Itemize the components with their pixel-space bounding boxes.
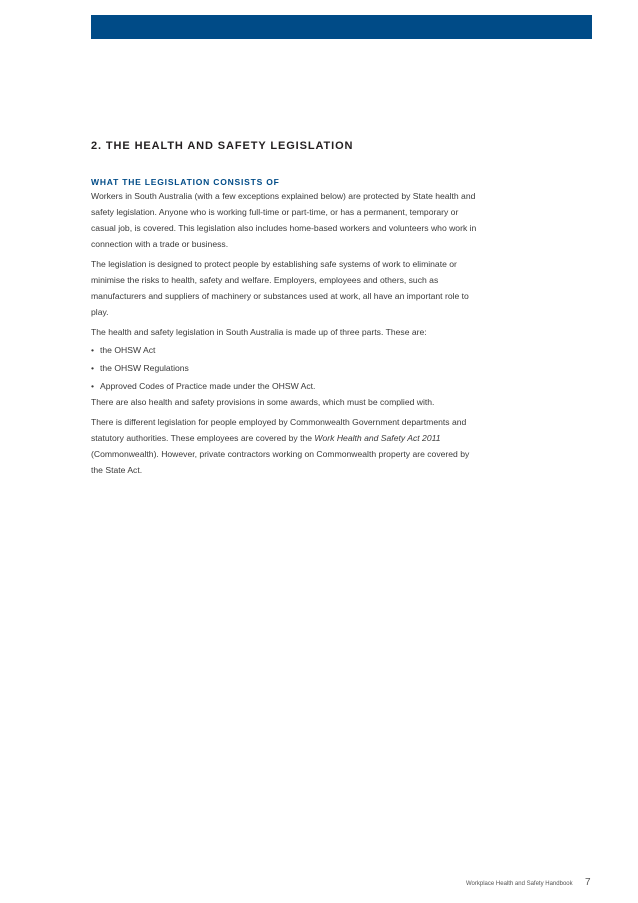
section-title: 2. THE HEALTH AND SAFETY LEGISLATION [91,140,354,152]
footer-title: Workplace Health and Safety Handbook [466,881,573,887]
bullet-icon: • [91,345,95,355]
list-item: • the OHSW Regulations [91,360,483,376]
paragraph-1: Workers in South Australia (with a few exceptions explained below) are protected by State health and safety legislation. Anyone who is working full-time or part-time, or has a permanent, temporary or casual job, is covered. This legislation also includes home-based workers and volunteers who work in connection with a trade or business. [91,191,477,249]
bullet-icon: • [91,363,95,373]
list-item: • Approved Codes of Practice made under the OHSW Act. [91,378,483,394]
paragraph-3: The health and safety legislation in South Australia is made up of three parts. These are: [91,327,427,337]
list-item: • the OHSW Act [91,342,483,358]
subheading: WHAT THE LEGISLATION CONSISTS OF [91,177,280,187]
header-bar [91,15,592,39]
paragraph-4: There are also health and safety provisions in some awards, which must be complied with. [91,397,435,407]
main-content [91,138,483,478]
paragraph-5: There is different legislation for people employed by Commonwealth Government departments and statutory authorities. These employees are covered by the Work Health and Safety Act 2011 (Commonwealth). However, private contractors working on Commonwealth property are covered by the State Act. [91,417,470,475]
bullet-icon: • [91,381,95,391]
page-number: 7 [585,877,591,888]
paragraph-2: The legislation is designed to protect people by establishing safe systems of work to eliminate or minimise the risks to health, safety and welfare. Employers, employees and others, such as manufacturers and suppliers of machinery or substances used at work, all have an important role to play. [91,259,469,317]
